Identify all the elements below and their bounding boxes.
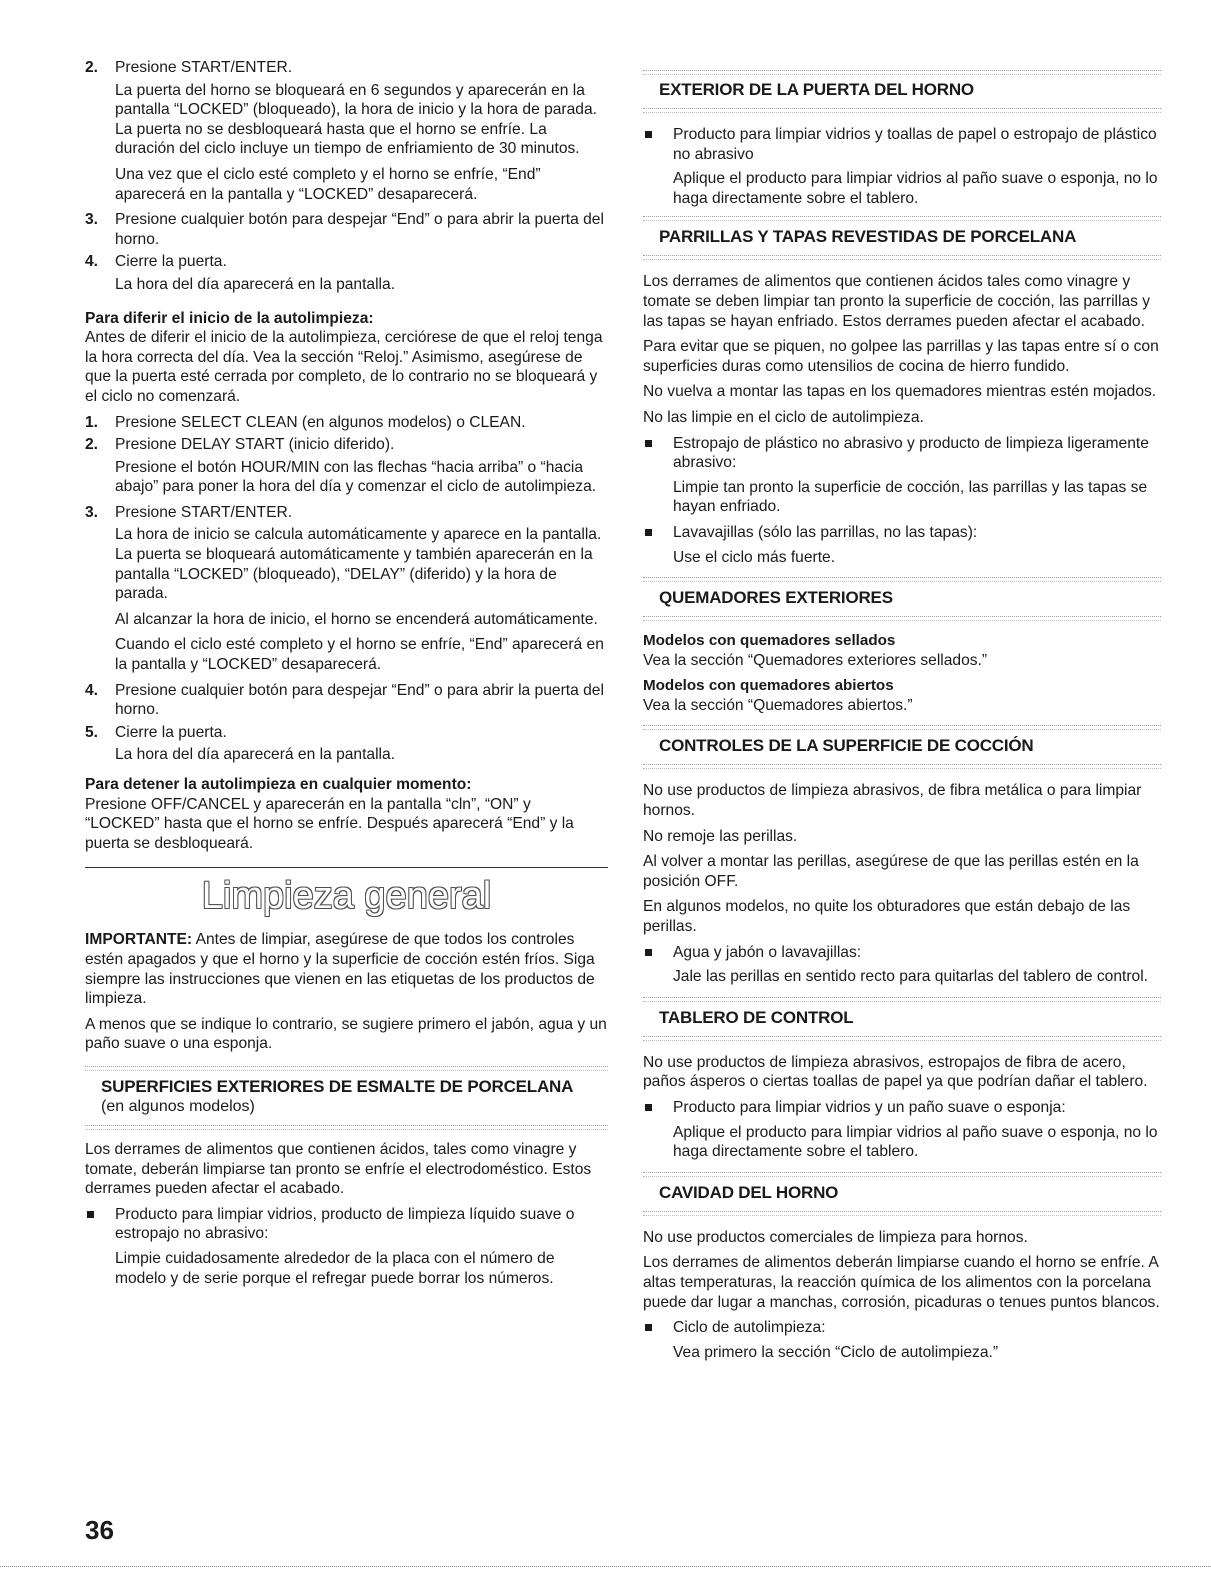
important-paragraph bbox=[85, 930, 608, 1008]
bullet-text: Lavavajillas (sólo las parrillas, no las tapas): bbox=[673, 523, 978, 541]
delay-step-3 bbox=[85, 503, 608, 523]
dotted-rule bbox=[643, 108, 1161, 113]
right-column bbox=[643, 80, 1161, 1368]
dotted-rule bbox=[643, 616, 1161, 621]
paragraph: Aplique el producto para limpiar vidrios al paño suave o esponja, no lo haga directamente sobre el tablero. bbox=[673, 1123, 1158, 1161]
step-number: 3. bbox=[85, 211, 99, 229]
bullet-text: Producto para limpiar vidrios y un paño suave o esponja: bbox=[673, 1099, 1066, 1116]
burners-heading: QUEMADORES EXTERIORES bbox=[659, 588, 893, 608]
paragraph: Vea la sección “Quemadores abiertos.” bbox=[643, 696, 913, 714]
bullet-text: Ciclo de autolimpieza: bbox=[673, 1319, 826, 1337]
paragraph: Al volver a montar las perillas, asegúrese de que las perillas estén en la posición OFF. bbox=[643, 853, 1139, 890]
cavity-heading: CAVIDAD DEL HORNO bbox=[659, 1182, 839, 1202]
bullet-item bbox=[643, 125, 1161, 164]
paragraph: Antes de diferir el inicio de la autolimpieza, cerciórese de que el reloj tenga la hora correcta del día. Vea la sección “Reloj.” Asimismo, asegúrese de que la puerta esté cerrada por completo, de lo contrario no se bloqueará y el ciclo no comenzará. bbox=[85, 329, 603, 405]
paragraph: Jale las perillas en sentido recto para quitarlas del tablero de control. bbox=[673, 968, 1149, 986]
bullet-icon bbox=[643, 523, 673, 543]
step-text: Presione cualquier botón para despejar “End” o para abrir la puerta del horno. bbox=[115, 681, 604, 719]
paragraph: Los derrames de alimentos que contienen ácidos, tales como vinagre y tomate, deberán limpiarse tan pronto se enfríe el electrodoméstico. Estos derrames pueden afectar el acabado. bbox=[85, 1140, 592, 1198]
paragraph: Aplique el producto para limpiar vidrios al paño suave o esponja, no lo haga directamente sobre el tablero. bbox=[673, 170, 1158, 207]
section-title: Limpieza general bbox=[201, 875, 492, 918]
paragraph: Limpie tan pronto la superficie de cocción, las parrillas y las tapas se hayan enfriado. bbox=[673, 478, 1148, 516]
paragraph: Cuando el ciclo esté completo y el horno se enfríe, “End” aparecerá en la pantalla y “LOCKED” desaparecerá. bbox=[115, 636, 604, 674]
bullet-text: Producto para limpiar vidrios, producto de limpieza líquido suave o estropajo no abrasivo: bbox=[115, 1205, 575, 1243]
paragraph: Vea primero la sección “Ciclo de autolimpieza.” bbox=[673, 1343, 999, 1361]
section-divider bbox=[85, 867, 608, 868]
step-text: Presione cualquier botón para despejar “End” o para abrir la puerta del horno. bbox=[115, 211, 604, 248]
paragraph: Para evitar que se piquen, no golpee las parrillas y las tapas entre sí o con superficies duras como utensilios de cocina de hierro fundido. bbox=[643, 338, 1159, 375]
paragraph: Una vez que el ciclo esté completo y el horno se enfríe, “End” aparecerá en la pantalla y “LOCKED” desaparecerá. bbox=[115, 165, 541, 203]
bullet-text: Estropajo de plástico no abrasivo y producto de limpieza ligeramente abrasivo: bbox=[673, 434, 1149, 472]
page-number: 36 bbox=[85, 1515, 114, 1545]
step-4 bbox=[85, 252, 608, 272]
bullet-item bbox=[643, 434, 1161, 473]
controls-heading: CONTROLES DE LA SUPERFICIE DE COCCIÓN bbox=[659, 736, 1034, 756]
bullet-icon bbox=[643, 943, 673, 963]
bullet-item bbox=[643, 1318, 1161, 1338]
open-heading: Modelos con quemadores abiertos bbox=[643, 677, 894, 695]
bullet-icon bbox=[643, 434, 673, 473]
paragraph: No vuelva a montar las tapas en los quemadores mientras estén mojados. bbox=[643, 383, 1157, 401]
step-number: 5. bbox=[85, 723, 99, 741]
step-number: 1. bbox=[85, 413, 99, 431]
bullet-icon bbox=[85, 1205, 115, 1244]
paragraph: Los derrames de alimentos que contienen ácidos tales como vinagre y tomate se deben limpiar tan pronto la superficie de cocción, las parrillas y las tapas se hayan enfriado. Estos derrames pueden afectar el acabado. bbox=[643, 273, 1151, 330]
paragraph: La puerta del horno se bloqueará en 6 segundos y aparecerán en la pantalla “LOCKED” (bloqueado), la hora de inicio y la hora de parada. La puerta no se desbloqueará hasta que el horno se enfríe. La duración del ciclo incluye un tiempo de enfriamiento de 30 minutos. bbox=[115, 81, 597, 158]
paragraph: Presione OFF/CANCEL y aparecerán en la pantalla “cln”, “ON” y “LOCKED” hasta que el horno se enfríe. Después aparecerá “End” y la puerta se desbloqueará. bbox=[85, 795, 574, 852]
panel-heading: TABLERO DE CONTROL bbox=[659, 1007, 854, 1027]
paragraph: No use productos de limpieza abrasivos, estropajos de fibra de acero, paños ásperos o ciertas toallas de papel ya que podrían dañar el tablero. bbox=[643, 1053, 1148, 1091]
paragraph: Presione el botón HOUR/MIN con las flechas “hacia arriba” o “hacia abajo” para poner la hora del día y comenzar el ciclo de autolimpieza. bbox=[115, 458, 597, 496]
step-number: 4. bbox=[85, 681, 99, 699]
delay-step-1 bbox=[85, 413, 608, 433]
step-text: Cierre la puerta. bbox=[115, 253, 227, 271]
step-text: Cierre la puerta. bbox=[115, 723, 227, 741]
dotted-rule bbox=[643, 1036, 1161, 1041]
paragraph: Los derrames de alimentos deberán limpiarse cuando el horno se enfríe. A altas temperaturas, la reacción química de los alimentos con la porcelana puede dar lugar a manchas, corrosión, picaduras o tenues puntos blancos. bbox=[643, 1254, 1160, 1311]
delay-heading: Para diferir el inicio de la autolimpieza: bbox=[85, 309, 374, 327]
enamel-heading bbox=[85, 1071, 608, 1125]
dotted-rule bbox=[643, 1211, 1161, 1216]
paragraph: Limpie cuidadosamente alrededor de la placa con el número de modelo y de serie porque el refregar puede borrar los números. bbox=[115, 1249, 555, 1287]
step-number: 2. bbox=[85, 59, 99, 76]
bullet-item bbox=[643, 523, 1161, 543]
dotted-rule bbox=[643, 255, 1161, 260]
paragraph: No use productos de limpieza abrasivos, de fibra metálica o para limpiar hornos. bbox=[643, 782, 1142, 820]
step-text: Presione SELECT CLEAN (en algunos modelos) o CLEAN. bbox=[115, 413, 526, 431]
bullet-item bbox=[643, 1098, 1161, 1118]
paragraph: La hora del día aparecerá en la pantalla. bbox=[115, 275, 396, 293]
bullet-item bbox=[643, 943, 1161, 963]
delay-step-5 bbox=[85, 723, 608, 743]
paragraph: No use productos comerciales de limpieza para hornos. bbox=[643, 1228, 1028, 1246]
sealed-heading: Modelos con quemadores sellados bbox=[643, 632, 896, 650]
enamel-heading-text: SUPERFICIES EXTERIORES DE ESMALTE DE PORCELANA bbox=[101, 1076, 574, 1096]
dotted-rule bbox=[85, 1125, 608, 1130]
important-text: Antes de limpiar, asegúrese de que todos los controles estén apagados y que el horno y la superficie de cocción estén fríos. Siga siempre las instrucciones que vienen en las etiquetas de los productos de limpieza. bbox=[85, 931, 595, 1008]
dotted-rule bbox=[643, 764, 1161, 769]
paragraph: Al alcanzar la hora de inicio, el horno se encenderá automáticamente. bbox=[115, 610, 598, 628]
bullet-icon bbox=[643, 1098, 673, 1118]
step-number: 3. bbox=[85, 503, 99, 521]
grates-heading: PARRILLAS Y TAPAS REVESTIDAS DE PORCELANA bbox=[659, 227, 1077, 247]
bullet-item bbox=[85, 1205, 608, 1244]
delay-step-4 bbox=[85, 681, 608, 720]
bullet-text: Agua y jabón o lavavajillas: bbox=[673, 943, 862, 961]
bullet-icon bbox=[643, 1318, 673, 1338]
bullet-icon bbox=[643, 125, 673, 164]
step-number: 2. bbox=[85, 436, 99, 454]
dotted-rule bbox=[643, 70, 1161, 75]
paragraph: En algunos modelos, no quite los obturadores que están debajo de las perillas. bbox=[643, 898, 1131, 936]
paragraph: A menos que se indique lo contrario, se sugiere primero el jabón, agua y un paño suave o una esponja. bbox=[85, 1015, 607, 1053]
delay-step-2 bbox=[85, 435, 608, 455]
bullet-text: Producto para limpiar vidrios y toallas de papel o estropajo de plástico no abrasivo bbox=[673, 126, 1157, 163]
stop-heading: Para detener la autolimpieza en cualquier momento: bbox=[85, 776, 472, 793]
paragraph: La hora de inicio se calcula automáticamente y aparece en la pantalla. La puerta se bloqueará automáticamente y también aparecerán en la pantalla “LOCKED” (bloqueado), “DELAY” (diferido) y la hora de parada. bbox=[115, 526, 602, 603]
door-heading: EXTERIOR DE LA PUERTA DEL HORNO bbox=[659, 80, 974, 99]
left-column bbox=[85, 58, 608, 1294]
step-number: 4. bbox=[85, 253, 99, 271]
step-2 bbox=[85, 58, 608, 78]
step-text: Presione START/ENTER. bbox=[115, 59, 293, 76]
paragraph: No remoje las perillas. bbox=[643, 827, 798, 845]
step-text: Presione START/ENTER. bbox=[115, 503, 293, 521]
bottom-dotted-rule bbox=[0, 1566, 1211, 1569]
paragraph: La hora del día aparecerá en la pantalla. bbox=[115, 746, 396, 764]
important-label: IMPORTANTE: bbox=[85, 931, 193, 949]
enamel-subheading: (en algunos modelos) bbox=[101, 1097, 255, 1115]
paragraph: No las limpie en el ciclo de autolimpieza. bbox=[643, 408, 924, 426]
paragraph: Vea la sección “Quemadores exteriores sellados.” bbox=[643, 651, 988, 669]
step-3 bbox=[85, 210, 608, 249]
step-text: Presione DELAY START (inicio diferido). bbox=[115, 436, 395, 454]
paragraph: Use el ciclo más fuerte. bbox=[673, 548, 836, 566]
